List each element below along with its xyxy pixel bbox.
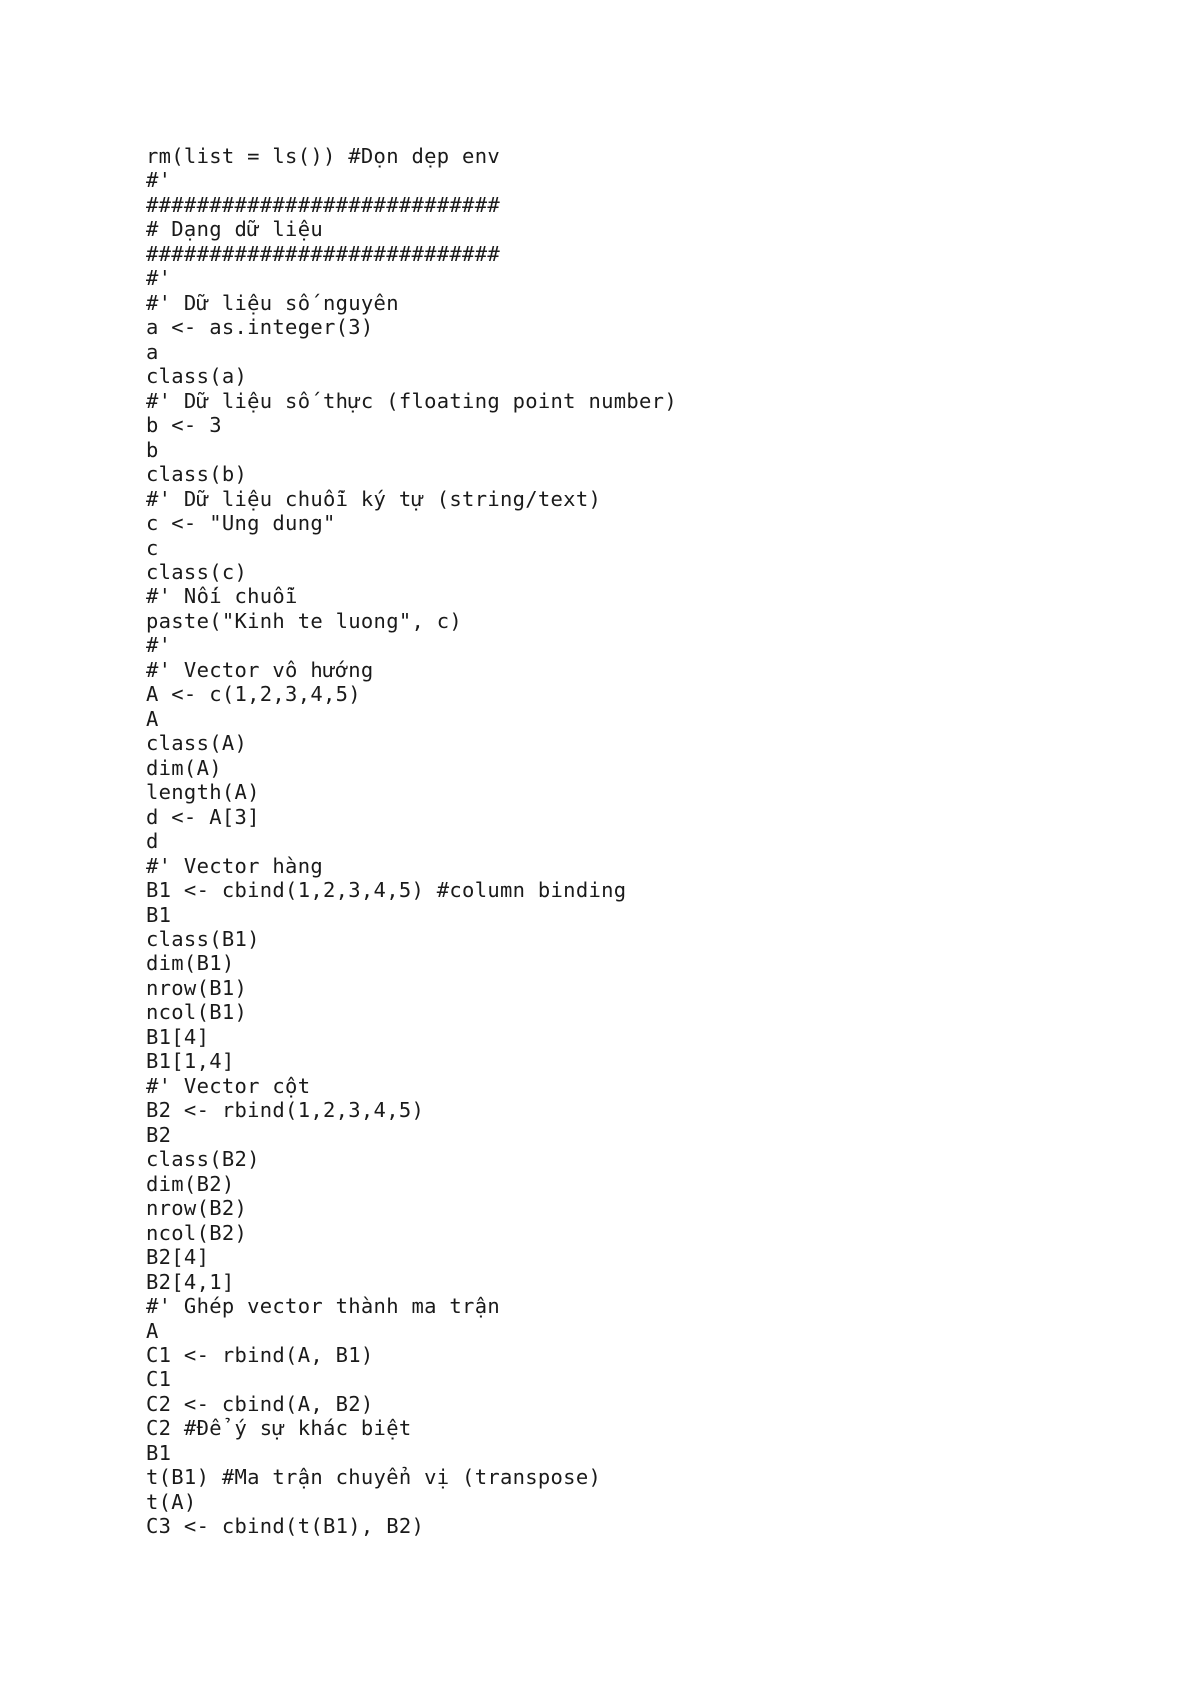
- code-line: class(b): [146, 462, 248, 487]
- code-line: #' Nối chuỗi: [146, 584, 298, 609]
- code-line: a <- as.integer(3): [146, 315, 374, 340]
- code-line: t(A): [146, 1489, 197, 1514]
- code-line: B1: [146, 1440, 172, 1465]
- code-line: B1 <- cbind(1,2,3,4,5) #column binding: [146, 878, 627, 903]
- code-line: B1: [146, 902, 172, 927]
- code-line: dim(A): [146, 755, 222, 780]
- code-line: class(A): [146, 731, 248, 756]
- code-line: t(B1) #Ma trận chuyển vị (transpose): [146, 1465, 602, 1490]
- code-line: ############################: [146, 241, 500, 266]
- code-line: A: [146, 1318, 159, 1343]
- code-line: B1[1,4]: [146, 1049, 235, 1074]
- code-line: d: [146, 829, 159, 854]
- code-line: #': [146, 266, 172, 291]
- code-line: class(a): [146, 364, 248, 389]
- code-line: class(B1): [146, 927, 260, 951]
- code-line: #' Dữ liệu số nguyên: [146, 290, 399, 315]
- code-line: a: [146, 339, 159, 364]
- code-line: B1[4]: [146, 1024, 210, 1049]
- code-line: A: [146, 706, 159, 731]
- code-line: C1 <- rbind(A, B1): [146, 1342, 374, 1367]
- code-line: dim(B1): [146, 951, 235, 976]
- code-line: d <- A[3]: [146, 804, 260, 829]
- code-line: B2: [146, 1122, 172, 1147]
- code-line: #': [146, 633, 172, 658]
- code-line: #' Dữ liệu chuỗi ký tự (string/text): [146, 486, 602, 511]
- code-line: #' Vector hàng: [146, 853, 323, 878]
- code-line: b: [146, 437, 159, 462]
- code-line: class(c): [146, 559, 248, 584]
- code-line: B2 <- rbind(1,2,3,4,5): [146, 1098, 425, 1123]
- code-line: #' Dữ liệu số thực (floating point number): [146, 388, 677, 413]
- code-line: #' Vector cột: [146, 1073, 311, 1098]
- code-line: ncol(B1): [146, 1000, 248, 1025]
- code-line: #' Ghép vector thành ma trận: [146, 1294, 500, 1319]
- code-line: C2 <- cbind(A, B2): [146, 1391, 374, 1416]
- code-listing: [146, 144, 677, 1539]
- code-line: nrow(B2): [146, 1196, 248, 1221]
- code-line: # Dạng dữ liệu: [146, 217, 323, 242]
- code-line: ncol(B2): [146, 1220, 248, 1245]
- code-line: class(B2): [146, 1147, 260, 1172]
- code-line: #': [146, 168, 172, 193]
- code-line: rm(list = ls()) #Dọn dẹp env: [146, 144, 500, 168]
- code-line: dim(B2): [146, 1171, 235, 1196]
- code-line: c: [146, 535, 159, 560]
- code-line: C2 #Để ý sự khác biệt: [146, 1416, 412, 1441]
- code-line: length(A): [146, 780, 260, 805]
- code-line: #' Vector vô hướng: [146, 657, 374, 682]
- code-line: C3 <- cbind(t(B1), B2): [146, 1514, 425, 1539]
- code-line: ############################: [146, 192, 500, 217]
- code-line: B2[4]: [146, 1245, 210, 1270]
- code-line: C1: [146, 1367, 172, 1392]
- code-line: b <- 3: [146, 413, 222, 438]
- code-line: B2[4,1]: [146, 1269, 235, 1294]
- code-line: paste("Kinh te luong", c): [146, 608, 463, 633]
- code-line: nrow(B1): [146, 975, 248, 1000]
- code-line: A <- c(1,2,3,4,5): [146, 682, 361, 707]
- code-line: c <- "Ung dung": [146, 511, 336, 536]
